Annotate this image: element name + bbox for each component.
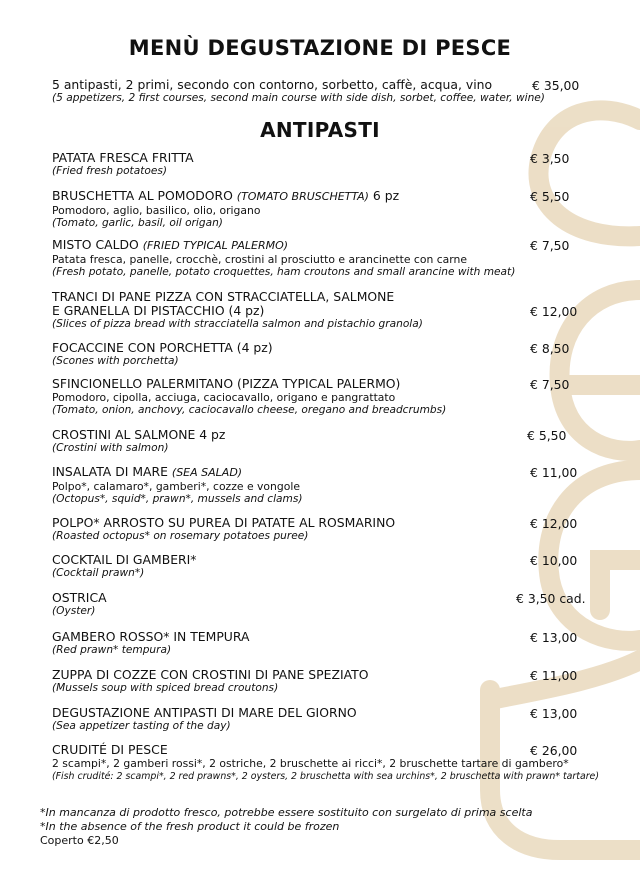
tasting-menu-courses: 5 antipasti, 2 primi, secondo con contorno, sorbetto, caffè, acqua, vino — [52, 77, 493, 92]
tasting-menu-price: € 35,00 — [532, 78, 580, 93]
item-name: GAMBERO ROSSO* IN TEMPURA — [52, 629, 250, 644]
item-price: € 8,50 — [530, 341, 570, 356]
item-price: € 5,50 — [530, 189, 570, 204]
item-name: COCKTAIL DI GAMBERI* — [52, 552, 197, 567]
item-price: € 13,00 — [530, 706, 578, 721]
item-name: OSTRICA — [52, 590, 107, 605]
item-name: CRUDITÉ DI PESCE — [52, 742, 168, 757]
item-price: € 3,50 cad. — [516, 591, 586, 606]
item-ingredients-en: (Fish crudité: 2 scampi*, 2 red prawns*, 2 oysters, 2 bruschetta with sea urchins*, 2 bruschetta with prawn* tartare) — [52, 771, 599, 782]
item-name-en: (Red prawn* tempura) — [52, 644, 172, 656]
menu-item — [52, 706, 612, 733]
item-name: TRANCI DI PANE PIZZA CON STRACCIATELLA, SALMONE — [52, 289, 395, 304]
item-price: € 12,00 — [530, 516, 578, 531]
menu-item — [52, 377, 612, 417]
item-ingredients-en: (Fresh potato, panelle, potato croquettes, ham croutons and small arancine with meat) — [52, 266, 516, 278]
item-name-en: (Roasted octopus* on rosemary potatoes puree) — [52, 530, 309, 542]
item-name: CROSTINI AL SALMONE 4 pz — [52, 427, 226, 442]
item-name: FOCACCINE CON PORCHETTA (4 pz) — [52, 340, 273, 355]
item-name-en: (Cocktail prawn*) — [52, 567, 145, 579]
menu-item — [52, 630, 612, 657]
item-name: SFINCIONELLO PALERMITANO (PIZZA TYPICAL PALERMO) — [52, 376, 401, 391]
item-name-en: (Fried fresh potatoes) — [52, 165, 167, 177]
item-name-en: (Sea appetizer tasting of the day) — [52, 720, 231, 732]
menu-title: MENÙ DEGUSTAZIONE DI PESCE — [128, 36, 512, 60]
item-price: € 12,00 — [530, 304, 578, 319]
section-title: ANTIPASTI — [260, 118, 380, 142]
menu-item — [52, 428, 612, 455]
item-name: ZUPPA DI COZZE CON CROSTINI DI PANE SPEZIATO — [52, 667, 369, 682]
item-ingredients: Patata fresca, panelle, crocchè, crostini al prosciutto e arancinette con carne — [52, 253, 468, 266]
menu-item — [52, 668, 612, 695]
item-price: € 11,00 — [530, 668, 578, 683]
item-ingredients: Pomodoro, cipolla, acciuga, caciocavallo, origano e pangrattato — [52, 391, 396, 404]
item-price: € 3,50 — [530, 151, 570, 166]
menu-item — [52, 553, 612, 580]
tasting-menu-description — [52, 78, 612, 105]
frozen-note-en: *In the absence of the fresh product it could be frozen — [40, 820, 340, 833]
item-name-en: (Slices of pizza bread with stracciatella salmon and pistachio granola) — [52, 318, 423, 330]
item-price: € 13,00 — [530, 630, 578, 645]
menu-item — [52, 238, 612, 279]
menu-item — [52, 151, 612, 178]
item-price: € 10,00 — [530, 553, 578, 568]
item-ingredients-en: (Tomato, garlic, basil, oil origan) — [52, 217, 223, 229]
item-price: € 7,50 — [530, 238, 570, 253]
item-name: PATATA FRESCA FRITTA — [52, 150, 194, 165]
frozen-note-it: *In mancanza di prodotto fresco, potrebbe essere sostituito con surgelato di prima scelta — [40, 806, 533, 819]
item-ingredients-en: (Octopus*, squid*, prawn*, mussels and clams) — [52, 493, 303, 505]
item-name-en: (Scones with porchetta) — [52, 355, 179, 367]
menu-item — [52, 743, 612, 783]
menu-item — [52, 290, 612, 331]
item-price: € 11,00 — [530, 465, 578, 480]
menu-item — [52, 516, 612, 543]
item-name: POLPO* ARROSTO SU PUREA DI PATATE AL ROSMARINO — [52, 515, 396, 530]
item-price: € 7,50 — [530, 377, 570, 392]
menu-item — [52, 341, 612, 368]
item-name: INSALATA DI MARE (SEA SALAD) — [52, 464, 243, 479]
menu-item — [52, 189, 612, 230]
item-ingredients-en: (Tomato, onion, anchovy, caciocavallo cheese, oregano and breadcrumbs) — [52, 404, 447, 416]
menu-item — [52, 591, 612, 618]
footnotes — [40, 806, 532, 848]
item-price: € 26,00 — [530, 743, 578, 758]
item-name: DEGUSTAZIONE ANTIPASTI DI MARE DEL GIORNO — [52, 705, 357, 720]
item-price: € 5,50 — [527, 428, 567, 443]
item-ingredients: Pomodoro, aglio, basilico, olio, origano — [52, 204, 261, 217]
tasting-menu-courses-en: (5 appetizers, 2 first courses, second main course with side dish, sorbet, coffee, water, wine) — [52, 92, 545, 104]
item-name-en: (Oyster) — [52, 605, 96, 617]
item-ingredients: Polpo*, calamaro*, gamberi*, cozze e vongole — [52, 480, 300, 493]
item-name-en: (Mussels soup with spiced bread croutons) — [52, 682, 279, 694]
item-name: BRUSCHETTA AL POMODORO (TOMATO BRUSCHETTA) 6 pz — [52, 188, 400, 203]
item-name: MISTO CALDO (FRIED TYPICAL PALERMO) — [52, 237, 289, 252]
cover-charge: Coperto €2,50 — [40, 834, 119, 847]
item-ingredients: 2 scampi*, 2 gamberi rossi*, 2 ostriche, 2 bruschette ai ricci*, 2 bruschette tartare di gambero* — [52, 757, 569, 770]
item-name-en: (Crostini with salmon) — [52, 442, 169, 454]
item-name-line2: E GRANELLA DI PISTACCHIO (4 pz) — [52, 303, 265, 318]
menu-item — [52, 465, 612, 506]
